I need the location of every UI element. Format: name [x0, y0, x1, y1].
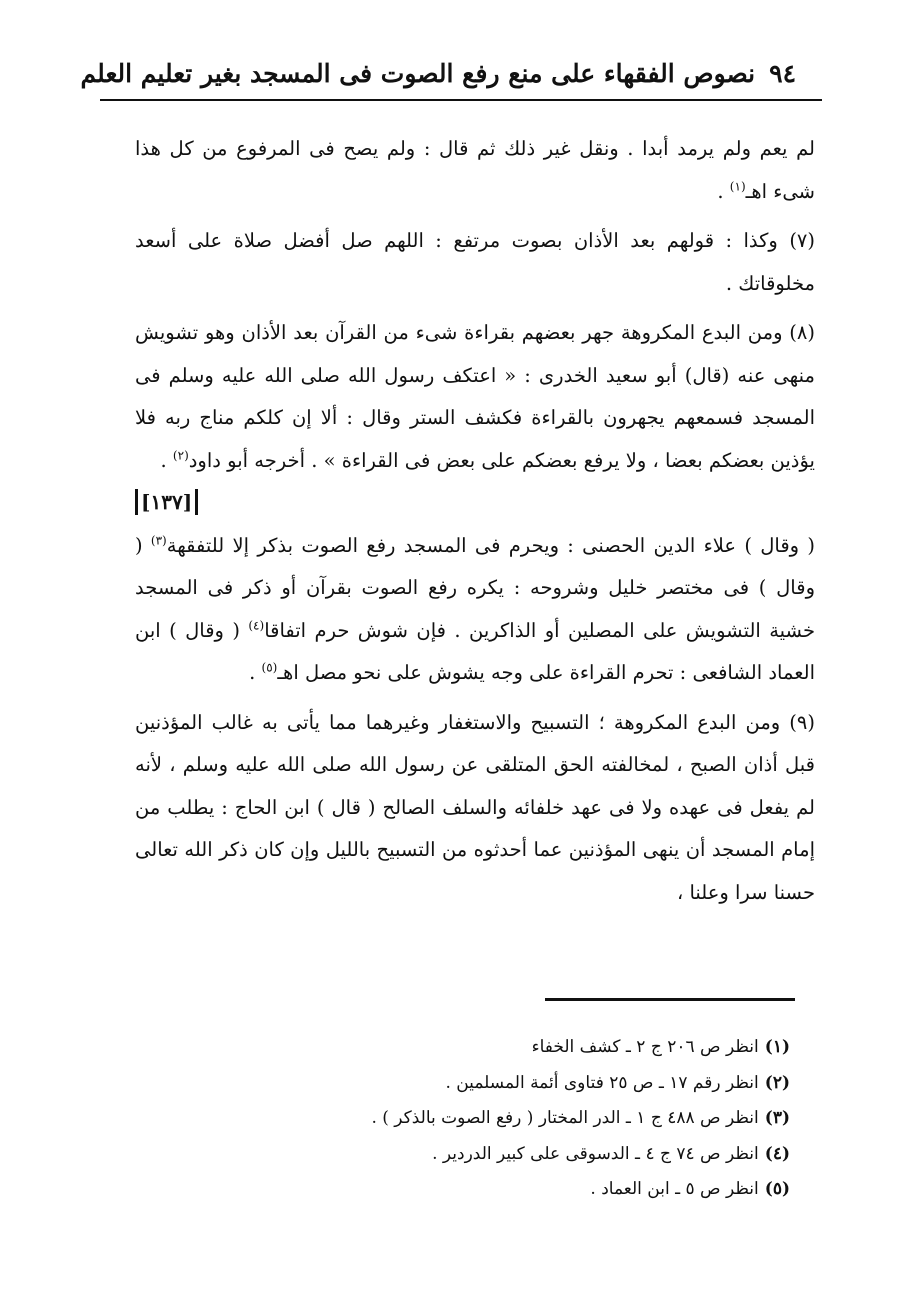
paragraph-number: (٩) [789, 710, 815, 734]
paragraph-end: . [160, 448, 173, 472]
paragraph-end: . [717, 179, 730, 203]
running-title: نصوص الفقهاء على منع رفع الصوت فى المسجد بغير تعليم العلم [80, 58, 756, 88]
footnote-text: انظر ص ٤٨٨ ج ١ ـ الدر المختار ( رفع الصوت بالذكر ) . [371, 1108, 759, 1128]
paragraph-9 [135, 702, 815, 915]
paragraph-end: . [249, 661, 262, 684]
footnote-marker: (٣) [764, 1108, 790, 1128]
footnote-item [250, 1101, 790, 1137]
original-page-marker: [١٣٧] [135, 489, 198, 515]
footnote-text: انظر ص ٥ ـ ابن العماد . [590, 1179, 759, 1199]
footnotes [250, 1030, 790, 1208]
paragraph-text: وكذا : قولهم بعد الأذان بصوت مرتفع : اللهم صل أفضل صلاة على أسعد مخلوقاتك . [135, 229, 815, 295]
footnote-ref: (٢) [172, 448, 189, 462]
footnote-item [250, 1137, 790, 1173]
footnote-separator [545, 998, 795, 1001]
paragraph-text: لم يعم ولم يرمد أبدا . ونقل غير ذلك ثم قال : ولم يصح فى المرفوع من كل هذا شىء اهـ [135, 137, 815, 203]
footnote-text: انظر ص ٢٠٦ ج ٢ ـ كشف الخفاء [531, 1037, 759, 1057]
footnote-marker: (١) [764, 1037, 790, 1057]
paragraph-text: ( وقال ) فى مختصر خليل وشروحه : يكره رفع الصوت بقرآن أو ذكر فى المسجد خشية التشويش على المصلين أو الذاكرين . فإن شوش حرم اتفاقا [135, 533, 816, 642]
paragraph-number: (٨) [789, 321, 815, 344]
paragraph-text: ومن البدع المكروهة ؛ التسبيح والاستغفار وغيرهما مما يأتى به غالب المؤذنين قبل أذان الصبح ، لمخالفته الحق المتلقى عن رسول الله صلى الله عليه وسلم ، لأنه لم يفعل فى عهده ولا فى عهد خلفائه والسلف الصالح ( قال ) ابن الحاج : يطلب من إمام المسجد أن ينهى المؤذنين عما أحدثوه من التسبيح بالليل وإن كان ذكر الله تعالى حسنا سرا وعلنا ، [135, 710, 815, 904]
footnote-ref: (٣) [150, 533, 167, 547]
paragraph-7 [135, 220, 815, 305]
paragraph-text: ( وقال ) علاء الدين الحصنى : ويحرم فى المسجد رفع الصوت بذكر إلا للتفقهة [166, 533, 815, 557]
header-rule [100, 99, 822, 101]
paragraph-text: ( وقال ) ابن العماد الشافعى : تحرم القراءة على وجه يشوش على نحو مصل اهـ [135, 618, 815, 684]
footnote-marker: (٢) [764, 1072, 790, 1093]
original-page-marker-row [135, 482, 815, 525]
paragraph-text: ومن البدع المكروهة جهر بعضهم بقراءة شىء من القرآن بعد الأذان وهو تشويش منهى عنه (قال) أبو سعيد الخدرى : « اعتكف رسول الله صلى الله عليه وسلم فى المسجد فسمعهم يجهرون بالقراءة فكشف الستر وقال : ألا إن كلكم مناج ربه فلا يؤذين بعضكم بعضا ، ولا يرفع بعضكم على بعض فى القراءة » . أخرجه أبو داود [135, 321, 815, 472]
footnote-ref: (١) [729, 179, 746, 193]
page-header [80, 50, 796, 96]
paragraph-1 [135, 128, 815, 213]
footnote-item [250, 1066, 790, 1102]
paragraph-number: (٧) [789, 229, 816, 252]
footnote-text: انظر رقم ١٧ ـ ص ٢٥ فتاوى أئمة المسلمين . [445, 1072, 759, 1093]
paragraph-8 [135, 312, 815, 482]
footnote-marker: (٥) [764, 1179, 790, 1199]
paragraph-quotes [135, 525, 815, 695]
footnote-item [250, 1172, 790, 1208]
main-text [135, 128, 815, 921]
footnote-ref: (٥) [261, 660, 278, 675]
footnote-item [250, 1030, 790, 1066]
page-number: ٩٤ [769, 58, 796, 88]
footnote-marker: (٤) [764, 1143, 790, 1164]
footnote-text: انظر ص ٧٤ ج ٤ ـ الدسوقى على كبير الدردير . [432, 1143, 759, 1164]
footnote-ref: (٤) [248, 618, 265, 632]
